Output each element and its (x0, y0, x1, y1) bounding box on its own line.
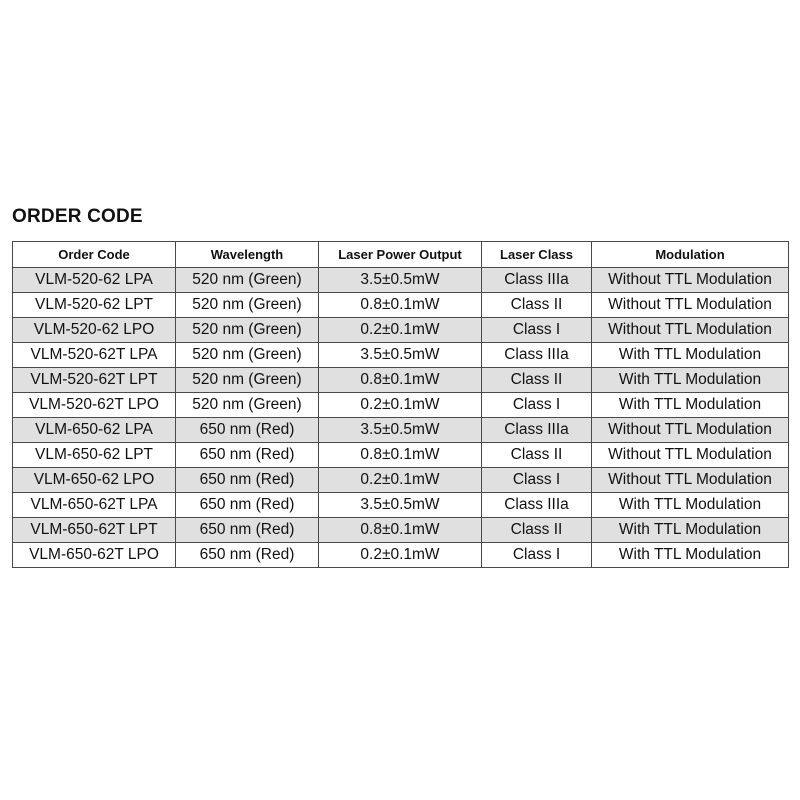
table-row (13, 393, 789, 418)
table-row (13, 518, 789, 543)
cell-modulation: With TTL Modulation (592, 543, 789, 568)
cell-class: Class I (482, 543, 592, 568)
table-row (13, 418, 789, 443)
cell-wavelength: 650 nm (Red) (176, 468, 319, 493)
cell-power: 0.2±0.1mW (319, 468, 482, 493)
header-order-code: Order Code (13, 242, 176, 268)
cell-power: 3.5±0.5mW (319, 493, 482, 518)
cell-modulation: Without TTL Modulation (592, 318, 789, 343)
cell-modulation: Without TTL Modulation (592, 443, 789, 468)
cell-wavelength: 650 nm (Red) (176, 443, 319, 468)
table-row (13, 343, 789, 368)
cell-order-code: VLM-520-62T LPT (13, 368, 176, 393)
cell-wavelength: 520 nm (Green) (176, 368, 319, 393)
cell-modulation: With TTL Modulation (592, 493, 789, 518)
table-row (13, 368, 789, 393)
table-row (13, 268, 789, 293)
cell-class: Class IIIa (482, 493, 592, 518)
cell-modulation: Without TTL Modulation (592, 293, 789, 318)
table-row (13, 443, 789, 468)
cell-wavelength: 520 nm (Green) (176, 393, 319, 418)
cell-power: 0.2±0.1mW (319, 318, 482, 343)
table-row (13, 468, 789, 493)
cell-power: 0.2±0.1mW (319, 543, 482, 568)
cell-order-code: VLM-520-62T LPA (13, 343, 176, 368)
cell-class: Class I (482, 318, 592, 343)
page-title: ORDER CODE (12, 206, 143, 227)
cell-order-code: VLM-650-62T LPO (13, 543, 176, 568)
order-code-table (12, 241, 789, 568)
cell-modulation: Without TTL Modulation (592, 418, 789, 443)
cell-modulation: With TTL Modulation (592, 343, 789, 368)
cell-wavelength: 520 nm (Green) (176, 318, 319, 343)
cell-wavelength: 520 nm (Green) (176, 268, 319, 293)
cell-power: 3.5±0.5mW (319, 343, 482, 368)
header-laser-power-output: Laser Power Output (319, 242, 482, 268)
cell-class: Class II (482, 368, 592, 393)
cell-order-code: VLM-520-62T LPO (13, 393, 176, 418)
header-wavelength: Wavelength (176, 242, 319, 268)
cell-order-code: VLM-520-62 LPT (13, 293, 176, 318)
cell-power: 0.2±0.1mW (319, 393, 482, 418)
cell-order-code: VLM-650-62T LPT (13, 518, 176, 543)
table-row (13, 293, 789, 318)
cell-wavelength: 650 nm (Red) (176, 493, 319, 518)
cell-wavelength: 520 nm (Green) (176, 343, 319, 368)
cell-modulation: With TTL Modulation (592, 518, 789, 543)
table-row (13, 543, 789, 568)
cell-order-code: VLM-650-62 LPT (13, 443, 176, 468)
cell-power: 3.5±0.5mW (319, 418, 482, 443)
cell-wavelength: 520 nm (Green) (176, 293, 319, 318)
cell-order-code: VLM-650-62T LPA (13, 493, 176, 518)
table-row (13, 318, 789, 343)
cell-class: Class IIIa (482, 268, 592, 293)
cell-modulation: Without TTL Modulation (592, 268, 789, 293)
cell-class: Class I (482, 468, 592, 493)
cell-class: Class II (482, 443, 592, 468)
cell-power: 3.5±0.5mW (319, 268, 482, 293)
cell-power: 0.8±0.1mW (319, 518, 482, 543)
cell-modulation: With TTL Modulation (592, 368, 789, 393)
cell-power: 0.8±0.1mW (319, 443, 482, 468)
cell-order-code: VLM-520-62 LPA (13, 268, 176, 293)
cell-class: Class II (482, 293, 592, 318)
table-row (13, 493, 789, 518)
cell-wavelength: 650 nm (Red) (176, 543, 319, 568)
cell-wavelength: 650 nm (Red) (176, 518, 319, 543)
cell-modulation: With TTL Modulation (592, 393, 789, 418)
cell-class: Class I (482, 393, 592, 418)
cell-order-code: VLM-650-62 LPO (13, 468, 176, 493)
cell-class: Class II (482, 518, 592, 543)
cell-modulation: Without TTL Modulation (592, 468, 789, 493)
header-modulation: Modulation (592, 242, 789, 268)
cell-order-code: VLM-650-62 LPA (13, 418, 176, 443)
cell-class: Class IIIa (482, 418, 592, 443)
table-header-row (13, 242, 789, 268)
cell-wavelength: 650 nm (Red) (176, 418, 319, 443)
cell-order-code: VLM-520-62 LPO (13, 318, 176, 343)
header-laser-class: Laser Class (482, 242, 592, 268)
cell-power: 0.8±0.1mW (319, 293, 482, 318)
cell-power: 0.8±0.1mW (319, 368, 482, 393)
cell-class: Class IIIa (482, 343, 592, 368)
